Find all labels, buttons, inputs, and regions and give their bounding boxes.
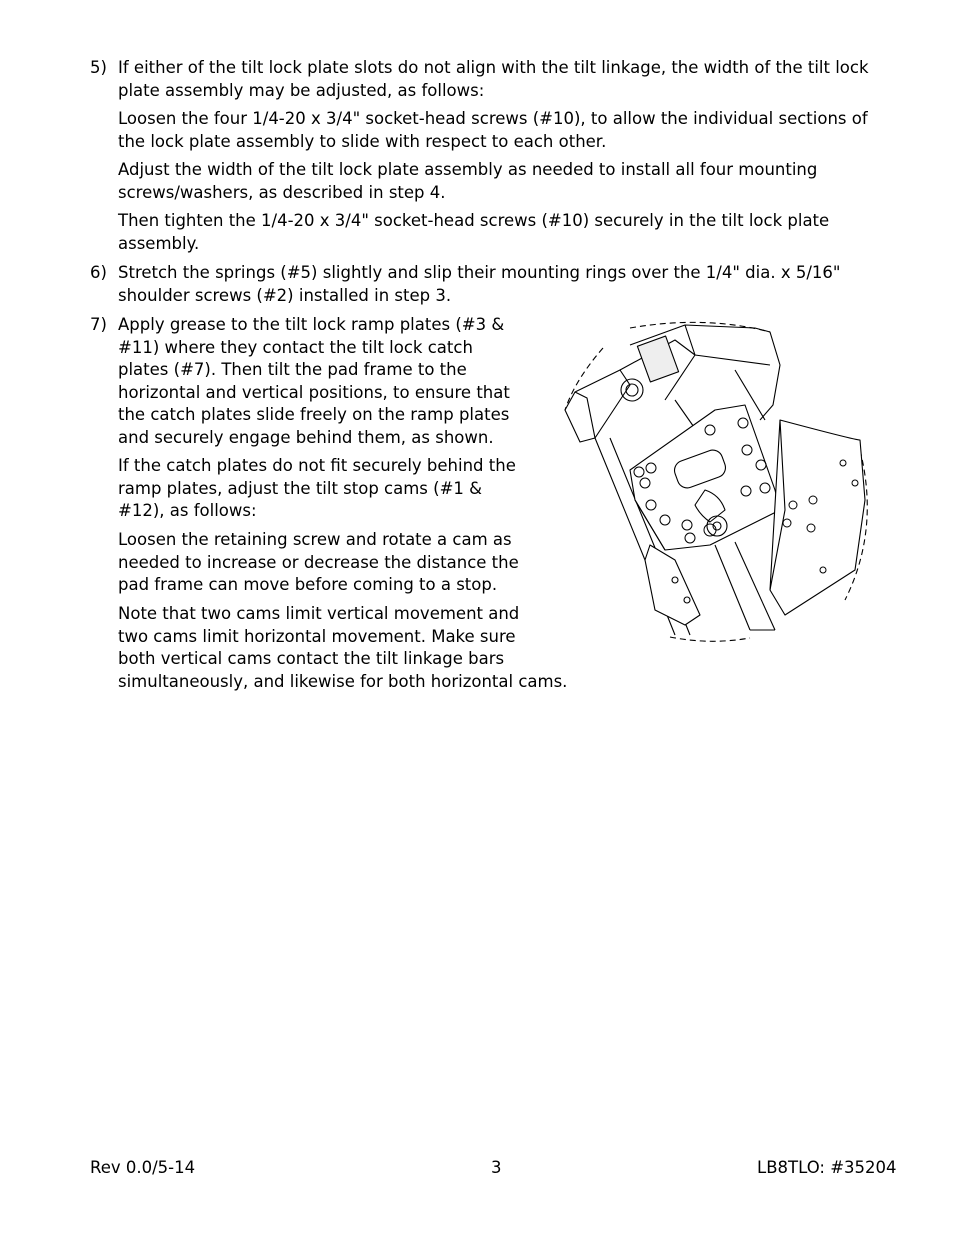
text-line: plate assembly may be adjusted, as follows: [118, 80, 485, 100]
text-line: both vertical cams contact the tilt linkage bars [118, 649, 505, 668]
text-line: If the catch plates do not fit securely behind the [118, 456, 516, 475]
step-number: 6) [90, 263, 107, 282]
step-number: 7) [90, 315, 107, 334]
footer-revision: Rev 0.0/5-14 [90, 1158, 196, 1177]
text-line: horizontal and vertical positions, to ensure that [118, 382, 510, 402]
text-line: Adjust the width of the tilt lock plate assembly as needed to install all four mounting [118, 160, 818, 179]
text-line: If either of the tilt lock plate slots do not align with the tilt linkage, the width of the tilt lock [118, 58, 869, 77]
step-7-paragraph-1 [118, 314, 510, 449]
step-7-paragraph-4 [118, 603, 567, 693]
text-line: needed to increase or decrease the distance the [118, 552, 519, 572]
text-line: the lock plate assembly to slide with respect to each other. [118, 131, 607, 151]
text-line: the catch plates slide freely on the ramp plates [118, 405, 510, 424]
ramp-block [637, 336, 678, 382]
text-line: plates (#7). Then tilt the pad frame to the [118, 360, 467, 379]
step-number: 5) [90, 58, 107, 77]
step-7-paragraph-2 [118, 455, 516, 523]
text-line: assembly. [118, 233, 200, 253]
step-7-paragraph-3 [118, 529, 519, 597]
text-line: shoulder screws (#2) installed in step 3. [118, 285, 452, 305]
text-line: #11) where they contact the tilt lock catch [118, 337, 473, 357]
step-5-paragraph-4 [118, 210, 829, 255]
text-line: ramp plates, adjust the tilt stop cams (#1 & [118, 478, 483, 498]
step-5-paragraph-3 [118, 159, 817, 204]
text-line: Then tighten the 1/4-20 x 3/4" socket-head screws (#10) securely in the tilt lock plate [118, 211, 830, 230]
text-line: #12), as follows: [118, 501, 257, 520]
step-5-paragraph-2 [118, 108, 868, 153]
text-line: Apply grease to the tilt lock ramp plates (#3 & [118, 315, 505, 334]
text-line: Loosen the retaining screw and rotate a cam as [118, 530, 512, 549]
footer-page-number: 3 [491, 1158, 502, 1177]
pad-frame-left-plate [565, 370, 630, 442]
tilt-lock-catch-plate [645, 545, 700, 625]
tilt-lock-assembly-illustration [535, 310, 895, 655]
text-line: Loosen the four 1/4-20 x 3/4" socket-head screws (#10), to allow the individual sections of [118, 109, 868, 128]
footer-document-id: LB8TLO: #35204 [757, 1158, 897, 1177]
text-line: and securely engage behind them, as shown. [118, 427, 494, 447]
step-5-paragraph-1 [118, 57, 869, 102]
text-line: simultaneously, and likewise for both horizontal cams. [118, 671, 568, 691]
text-line: two cams limit horizontal movement. Make sure [118, 626, 516, 646]
pad-plate-right [770, 420, 865, 615]
step-6-paragraph-1 [118, 262, 840, 307]
text-line: screws/washers, as described in step 4. [118, 182, 446, 202]
detail-boundary-arc [670, 637, 750, 641]
tilt-stop-cam [621, 379, 643, 401]
text-line: Note that two cams limit vertical movement and [118, 604, 520, 623]
text-line: pad frame can move before coming to a stop. [118, 575, 498, 594]
text-line: Stretch the springs (#5) slightly and slip their mounting rings over the 1/4" dia. x 5/16" [118, 263, 841, 282]
detail-boundary-arc [630, 322, 770, 332]
